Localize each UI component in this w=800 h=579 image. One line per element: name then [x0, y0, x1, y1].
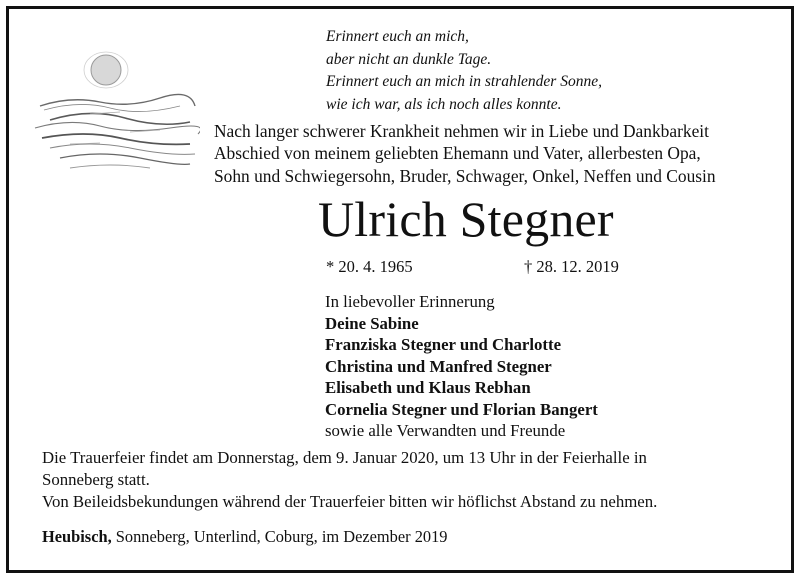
birth-date: * 20. 4. 1965 [326, 257, 413, 276]
poem-line: wie ich war, als ich noch alles konnte. [326, 95, 562, 113]
family-list [325, 291, 598, 442]
footer-locations [42, 527, 448, 547]
intro-line: Sohn und Schwiegersohn, Bruder, Schwager, Onkel, Neffen und Cousin [214, 165, 716, 186]
family-member: Elisabeth und Klaus Rebhan [325, 378, 531, 397]
family-closing: sowie alle Verwandten und Freunde [325, 421, 566, 440]
intro-line: Abschied von meinem geliebten Ehemann und Vater, allerbesten Opa, [214, 143, 701, 164]
notice-line: Die Trauerfeier findet am Donnerstag, dem 9. Januar 2020, um 13 Uhr in der Feierhalle in [42, 448, 647, 467]
funeral-notice [42, 447, 657, 512]
poem-line: Erinnert euch an mich, [326, 28, 469, 45]
intro-line: Nach langer schwerer Krankheit nehmen wir in Liebe und Dankbarkeit [214, 121, 709, 141]
sun-over-sea-drawing-icon [30, 48, 200, 178]
family-member: Franziska Stegner und Charlotte [325, 335, 562, 354]
poem-line: Erinnert euch an mich in strahlender Sonne, [326, 73, 602, 90]
intro-text [214, 120, 716, 187]
death-date: † 28. 12. 2019 [524, 257, 619, 276]
deceased-name: Ulrich Stegner [318, 191, 614, 247]
poem-line: aber nicht an dunkle Tage. [326, 50, 492, 68]
notice-line: Sonneberg statt. [42, 469, 150, 489]
footer-place-rest: Sonneberg, Unterlind, Coburg, im Dezember 2019 [111, 527, 448, 546]
family-member: Cornelia Stegner und Florian Bangert [325, 399, 598, 419]
family-member: Christina und Manfred Stegner [325, 356, 552, 376]
family-heading: In liebevoller Erinnerung [325, 292, 495, 311]
family-member: Deine Sabine [325, 313, 419, 333]
footer-place-bold: Heubisch, [42, 527, 112, 546]
poem-verse [326, 26, 602, 116]
notice-line: Von Beileidsbekundungen während der Trauerfeier bitten wir höflichst Abstand zu nehmen. [42, 491, 658, 511]
